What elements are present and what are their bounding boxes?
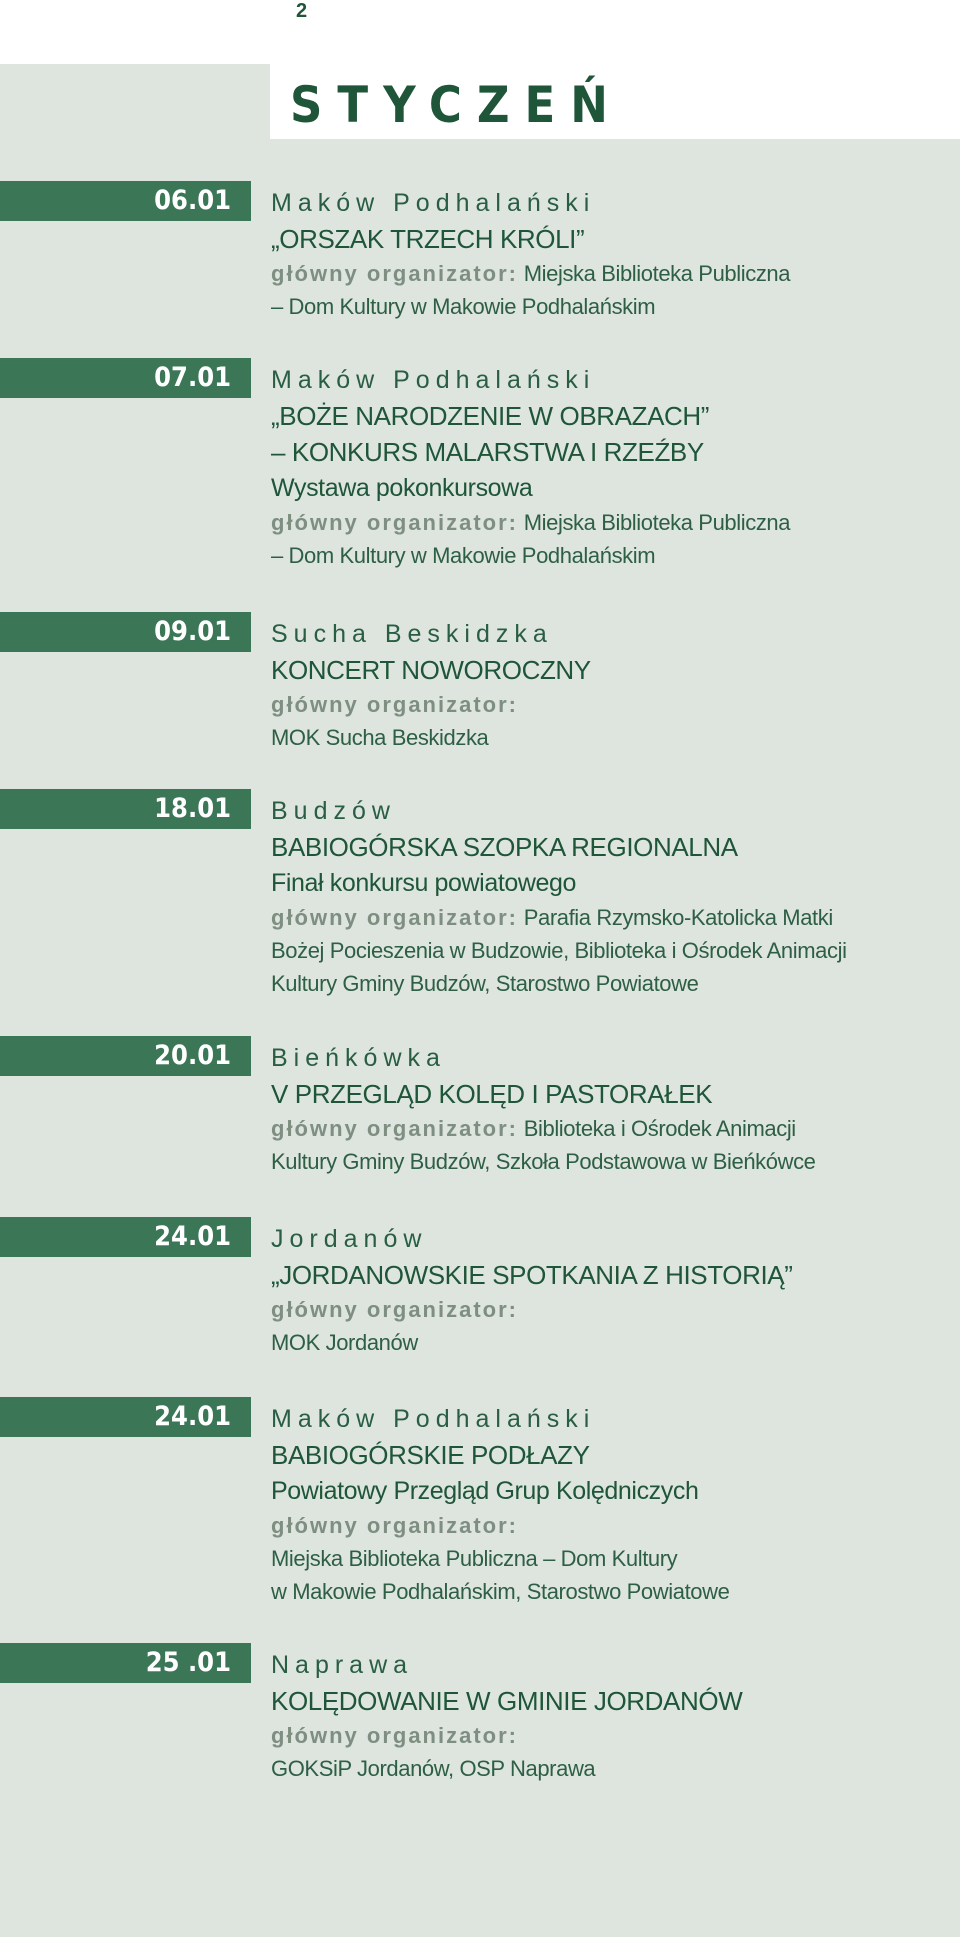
event-organizer xyxy=(271,1719,951,1785)
organizer-name-line: w Makowie Podhalańskim, Starostwo Powiatowe xyxy=(271,1579,730,1604)
event-content xyxy=(271,616,951,754)
organizer-name-line: Kultury Gminy Budzów, Starostwo Powiatowe xyxy=(271,971,699,996)
event-title: „JORDANOWSKIE SPOTKANIA Z HISTORIĄ” xyxy=(271,1260,793,1290)
event-title: „ORSZAK TRZECH KRÓLI” xyxy=(271,224,585,254)
organizer-name-line: Bożej Pocieszenia w Budzowie, Biblioteka i Ośrodek Animacji xyxy=(271,938,847,963)
event-organizer xyxy=(271,1293,951,1359)
event-content xyxy=(271,1647,951,1785)
organizer-label: główny organizator: xyxy=(271,261,518,286)
organizer-label: główny organizator: xyxy=(271,1513,518,1538)
event-organizer xyxy=(271,1509,951,1608)
organizer-label: główny organizator: xyxy=(271,692,518,717)
event-content xyxy=(271,362,951,572)
organizer-name-line: – Dom Kultury w Makowie Podhalańskim xyxy=(271,543,656,568)
organizer-label: główny organizator: xyxy=(271,510,518,535)
event-content xyxy=(271,185,951,323)
organizer-name-line: GOKSiP Jordanów, OSP Naprawa xyxy=(271,1756,596,1781)
event-subtitle: Powiatowy Przegląd Grup Kolędniczych xyxy=(271,1477,699,1505)
event-subtitle: Wystawa pokonkursowa xyxy=(271,474,533,502)
organizer-label: główny organizator: xyxy=(271,1723,518,1748)
event-content xyxy=(271,1040,951,1178)
organizer-name-line: Miejska Biblioteka Publiczna – Dom Kultury xyxy=(271,1546,678,1571)
event-date: 24.01 xyxy=(0,1397,251,1437)
event-subtitle: Finał konkursu powiatowego xyxy=(271,869,577,897)
event-date: 25 .01 xyxy=(0,1643,251,1683)
event-title: BABIOGÓRSKA SZOPKA REGIONALNA xyxy=(271,832,738,862)
event-title: BABIOGÓRSKIE PODŁAZY xyxy=(271,1440,590,1470)
event-place: Jordanów xyxy=(271,1225,428,1253)
organizer-name-line: MOK Jordanów xyxy=(271,1330,418,1355)
organizer-name: Parafia Rzymsko-Katolicka Matki xyxy=(523,905,833,930)
event-place: Maków Podhalański xyxy=(271,189,596,217)
event-title-line-2: – KONKURS MALARSTWA I RZEŹBY xyxy=(271,437,704,467)
event-date: 20.01 xyxy=(0,1036,251,1076)
event-content xyxy=(271,793,951,1000)
month-title: STYCZEŃ xyxy=(290,76,623,134)
event-date: 06.01 xyxy=(0,181,251,221)
event-date: 07.01 xyxy=(0,358,251,398)
event-place: Budzów xyxy=(271,797,396,825)
event-organizer xyxy=(271,506,951,572)
organizer-name: Biblioteka i Ośrodek Animacji xyxy=(523,1116,796,1141)
organizer-name: Miejska Biblioteka Publiczna xyxy=(523,261,791,286)
event-organizer xyxy=(271,901,951,1000)
event-organizer xyxy=(271,1112,951,1178)
organizer-name: Miejska Biblioteka Publiczna xyxy=(523,510,791,535)
event-content xyxy=(271,1401,951,1608)
organizer-name-line: MOK Sucha Beskidzka xyxy=(271,725,489,750)
event-title: V PRZEGLĄD KOLĘD I PASTORAŁEK xyxy=(271,1079,713,1109)
event-title: KONCERT NOWOROCZNY xyxy=(271,655,591,685)
event-place: Maków Podhalański xyxy=(271,366,596,394)
event-date: 09.01 xyxy=(0,612,251,652)
organizer-label: główny organizator: xyxy=(271,1116,518,1141)
event-organizer xyxy=(271,688,951,754)
organizer-label: główny organizator: xyxy=(271,905,518,930)
event-place: Naprawa xyxy=(271,1651,414,1679)
organizer-label: główny organizator: xyxy=(271,1297,518,1322)
event-content xyxy=(271,1221,951,1359)
event-place: Maków Podhalański xyxy=(271,1405,596,1433)
page-number: 2 xyxy=(296,0,308,22)
event-organizer xyxy=(271,257,951,323)
event-place: Sucha Beskidzka xyxy=(271,620,553,648)
event-title: „BOŻE NARODZENIE W OBRAZACH” xyxy=(271,401,710,431)
event-title: KOLĘDOWANIE W GMINIE JORDANÓW xyxy=(271,1686,743,1716)
event-date: 24.01 xyxy=(0,1217,251,1257)
organizer-name-line: Kultury Gminy Budzów, Szkoła Podstawowa w Bieńkówce xyxy=(271,1149,816,1174)
event-place: Bieńkówka xyxy=(271,1044,446,1072)
event-date: 18.01 xyxy=(0,789,251,829)
organizer-name-line: – Dom Kultury w Makowie Podhalańskim xyxy=(271,294,656,319)
